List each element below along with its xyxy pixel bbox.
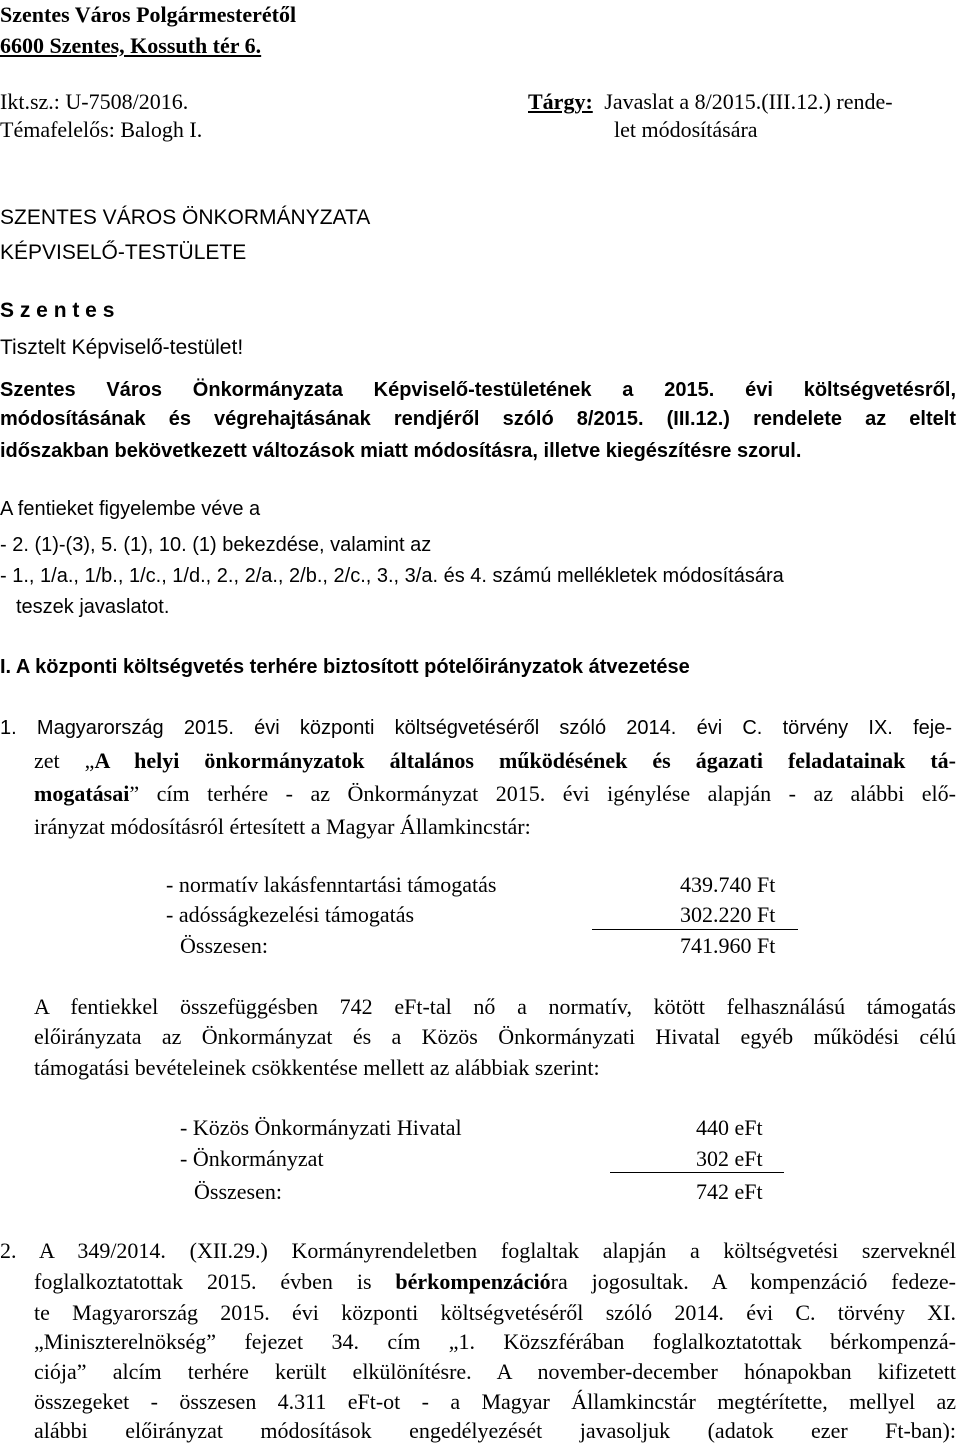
salutation: Tisztelt Képviselő-testület!	[0, 336, 244, 359]
table2-value-2: 302 eFt	[696, 1146, 763, 1171]
para3-line-2	[34, 1269, 956, 1295]
para1-line-2	[34, 748, 956, 774]
para3-line-2-prefix: foglalkoztatottak 2015. évben is	[34, 1269, 396, 1294]
table1-sum-rule	[592, 929, 798, 930]
para1-line-2-bold: A helyi önkormányzatok általános működésének és ágazati feladatainak tá-	[94, 748, 957, 773]
intro-line-3: időszakban bekövetkezett változások miatt módosításra, illetve kiegészítésre szorul.	[0, 440, 802, 462]
para2-line-2: előirányzata az Önkormányzat és a Közös Önkormányzati Hivatal egyéb működési célú	[34, 1024, 956, 1049]
table2-value-3: 742 eFt	[696, 1179, 763, 1204]
sender-name: Szentes Város Polgármesterétől	[0, 2, 297, 27]
addressee-city: S z e n t e s	[0, 299, 115, 322]
table2-label-3: Összesen:	[194, 1179, 282, 1204]
sender-address: 6600 Szentes, Kossuth tér 6.	[0, 33, 262, 58]
para3-line-4: „Miniszterelnökség” fejezet 34. cím „1. Közszférában foglalkoztatottak bérkompenzá-	[34, 1329, 956, 1354]
para3-line-6: összegeket - összesen 4.311 eFt-ot - a Magyar Államkincstár megtérítette, mellyel az	[34, 1389, 956, 1414]
para1-line-3-bold: mogatásai	[34, 781, 130, 806]
subject-text-1: Javaslat a 8/2015.(III.12.) rende-	[604, 89, 893, 114]
table2-value-1: 440 eFt	[696, 1115, 763, 1140]
para3-line-2-rest: ra jogosultak. A kompenzáció fedeze-	[550, 1269, 956, 1294]
para1-line-4: irányzat módosításról értesített a Magyar Államkincstár:	[34, 814, 531, 839]
table2-label-2: - Önkormányzat	[180, 1146, 324, 1171]
para3-line-1: 2. A 349/2014. (XII.29.) Kormányrendeletben foglaltak alapján a költségvetési szerveknél	[0, 1238, 956, 1263]
subject-line	[528, 89, 893, 115]
para3-line-5: ciója” alcím terhére került elkülönítésre. A november-december hónapokban kifizetett	[34, 1359, 956, 1384]
intro-line-5: - 2. (1)-(3), 5. (1), 10. (1) bekezdése, valamint az	[0, 534, 432, 556]
table1-label-1: - normatív lakásfenntartási támogatás	[166, 872, 497, 897]
table1-label-3: Összesen:	[180, 933, 268, 958]
intro-line-4: A fentieket figyelembe véve a	[0, 498, 261, 520]
table1-label-2: - adósságkezelési támogatás	[166, 902, 415, 927]
subject-text-2: let módosítására	[614, 117, 758, 142]
subject-label: Tárgy:	[528, 89, 593, 114]
section-heading: I. A központi költségvetés terhére biztosított pótelőirányzatok átvezetése	[0, 656, 690, 678]
para1-line-2-prefix: zet „	[34, 748, 95, 773]
intro-line-7: teszek javaslatot.	[16, 596, 170, 618]
addressee-line-2: KÉPVISELŐ-TESTÜLETE	[0, 241, 247, 264]
responsible-person: Témafelelős: Balogh I.	[0, 117, 203, 142]
intro-line-1: Szentes Város Önkormányzata Képviselő-testületének a 2015. évi költségvetésről,	[0, 379, 956, 401]
addressee-line-1: SZENTES VÁROS ÖNKORMÁNYZATA	[0, 206, 371, 229]
para3-line-7: alábbi előirányzat módosítások engedélyezését javasoljuk (adatok ezer Ft-ban):	[34, 1418, 956, 1443]
para1-line-3-rest: ” cím terhére - az Önkormányzat 2015. évi igénylése alapján - az alábbi elő-	[129, 781, 956, 806]
para3-line-3: te Magyarország 2015. évi központi költségvetéséről szóló 2014. évi C. törvény XI.	[34, 1300, 956, 1325]
table2-sum-rule	[610, 1172, 784, 1173]
table1-value-1: 439.740 Ft	[680, 872, 776, 897]
table2-label-1: - Közös Önkormányzati Hivatal	[180, 1115, 462, 1140]
para3-line-2-bold: bérkompenzáció	[395, 1269, 551, 1294]
intro-line-6: - 1., 1/a., 1/b., 1/c., 1/d., 2., 2/a., 2/b., 2/c., 3., 3/a. és 4. számú mellékletek módosítására	[0, 565, 784, 587]
para1-line-1: 1. Magyarország 2015. évi központi költségvetéséről szóló 2014. évi C. törvény IX. feje-	[0, 717, 952, 739]
para1-line-3	[34, 781, 956, 807]
intro-line-2: módosításának és végrehajtásának rendjéről szóló 8/2015. (III.12.) rendelete az eltelt	[0, 408, 956, 430]
table1-value-3: 741.960 Ft	[680, 933, 776, 958]
para2-line-3: támogatási bevételeinek csökkentése mellett az alábbiak szerint:	[34, 1055, 600, 1080]
reference-number: Ikt.sz.: U-7508/2016.	[0, 89, 189, 114]
table1-value-2: 302.220 Ft	[680, 902, 776, 927]
para2-line-1: A fentiekkel összefüggésben 742 eFt-tal nő a normatív, kötött felhasználású támogatás	[34, 994, 956, 1019]
